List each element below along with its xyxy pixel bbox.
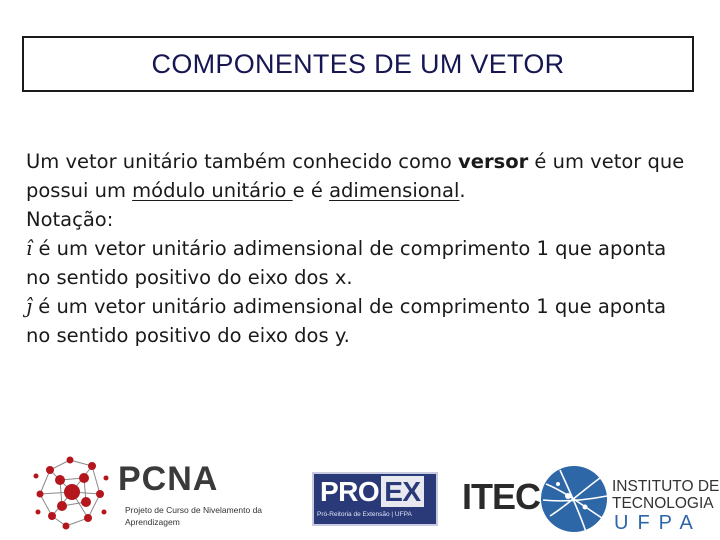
pcna-subtitle-line-1: Projeto de Curso de Nivelamento da	[125, 505, 263, 515]
proex-ex: EX	[381, 476, 423, 507]
proex-wordmark	[318, 477, 434, 507]
body-line-2	[26, 176, 706, 205]
ufpa-line-2: TECNOLOGIA	[612, 495, 714, 512]
proex-logo	[312, 472, 438, 526]
pcna-subtitle-line-2: Aprendizagem	[125, 517, 180, 527]
itec-logo: ITEC	[462, 476, 541, 517]
j-hat-symbol: ĵ	[26, 295, 33, 318]
body-text	[26, 147, 706, 350]
text-segment: .	[459, 179, 466, 202]
body-line-1	[26, 147, 706, 176]
versor-term: versor	[458, 150, 529, 173]
ufpa-line-3: UFPA	[614, 512, 702, 534]
body-line-6	[26, 292, 706, 321]
slide-title: COMPONENTES DE UM VETOR	[151, 48, 565, 79]
ufpa-line-1: INSTITUTO DE	[612, 478, 720, 495]
i-hat-symbol: î	[26, 237, 33, 260]
proex-pro: PRO	[320, 476, 380, 507]
text-segment: e é	[292, 179, 330, 202]
body-line-4	[26, 234, 706, 263]
pcna-subtitle	[125, 504, 310, 528]
pcna-network-icon	[30, 452, 115, 532]
pcna-logo	[30, 452, 305, 532]
globe-icon	[540, 462, 610, 537]
text-segment: Um vetor unitário também conhecido como	[26, 150, 459, 173]
adimensional-term: adimensional	[329, 179, 460, 202]
pcna-name: PCNA	[118, 460, 219, 498]
body-line-5: no sentido positivo do eixo dos x.	[26, 266, 353, 289]
text-segment: é um vetor unitário adimensional de comprimento 1 que aponta	[32, 237, 667, 260]
text-segment: é um vetor unitário adimensional de comprimento 1 que aponta	[32, 295, 667, 318]
modulo-unitario-term: módulo unitário	[132, 179, 293, 202]
text-segment: é um vetor que	[528, 150, 685, 173]
proex-subtitle: Pró-Reitoria de Extensão | UFPA	[317, 511, 412, 518]
title-box	[22, 36, 694, 92]
notation-label: Notação:	[26, 208, 114, 231]
text-segment: possui um	[26, 179, 133, 202]
body-line-7: no sentido positivo do eixo dos y.	[26, 324, 350, 347]
ufpa-itec-logo	[540, 462, 720, 537]
